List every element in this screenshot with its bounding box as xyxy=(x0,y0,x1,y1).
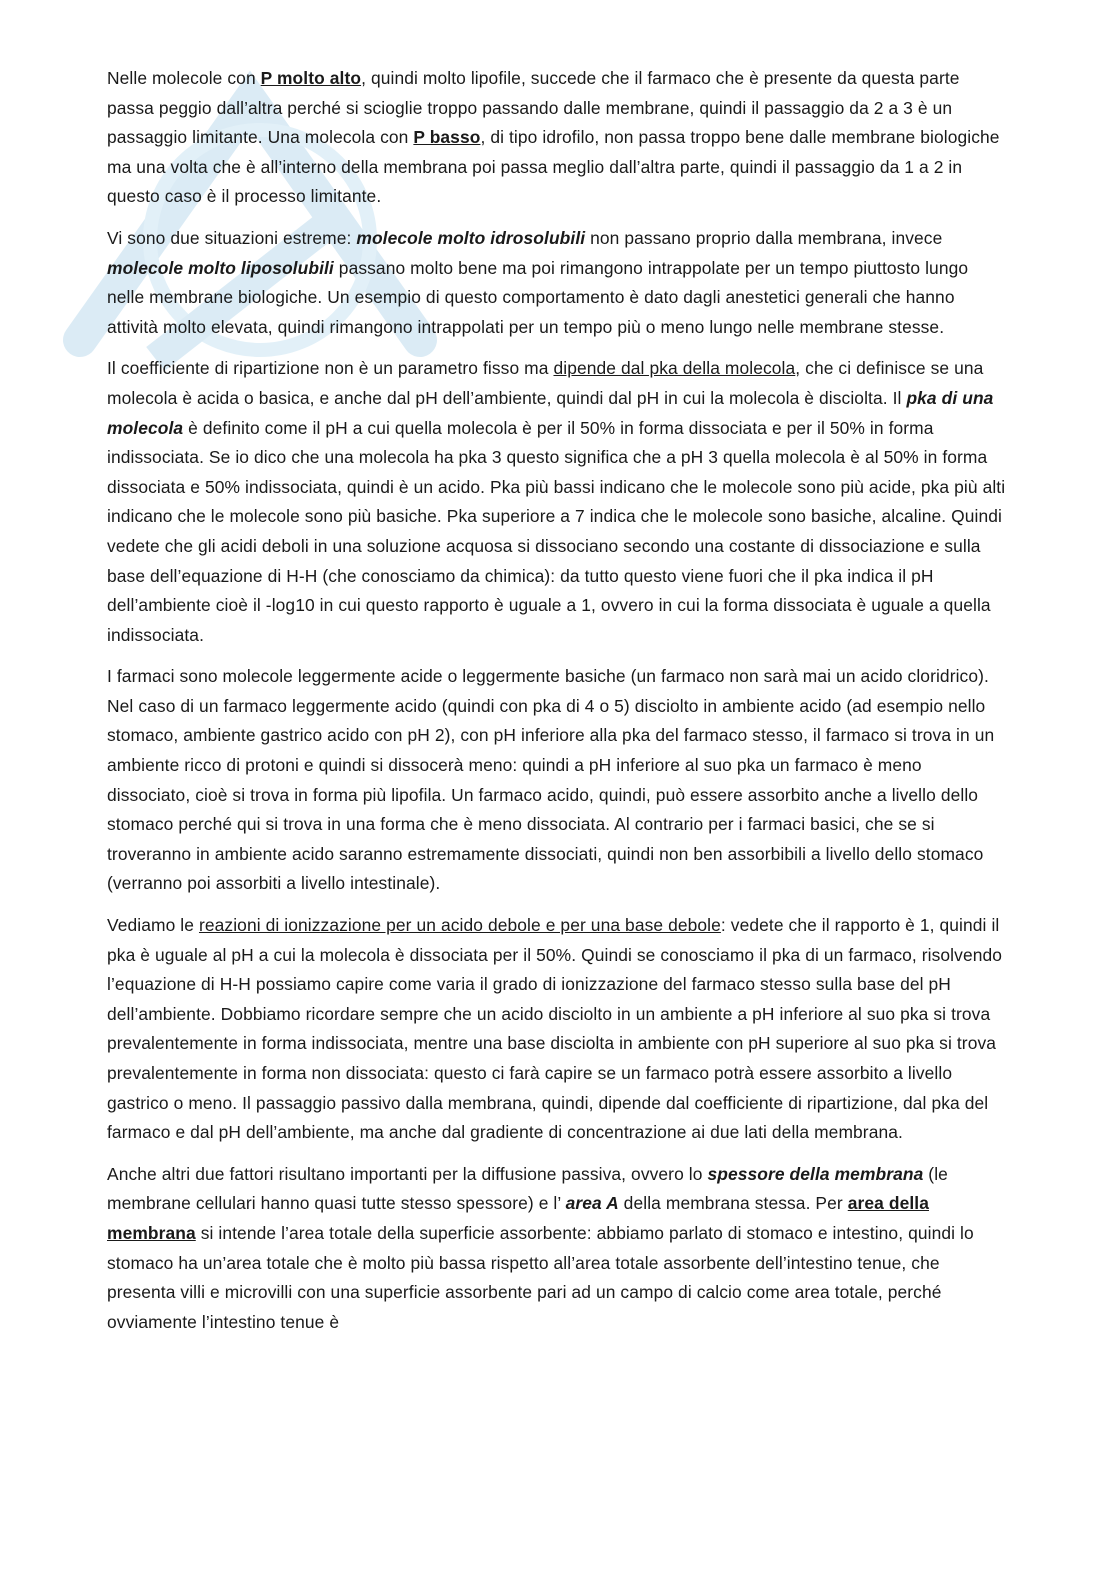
term-pka-molecola: pka di una molecola xyxy=(107,387,994,438)
text: , che ci definisce se una molecola è acida o basica, e anche dal pH dell’ambiente, quindi dal pH in cui la molecola è disciolta. Il xyxy=(107,358,984,408)
text: , di tipo idrofilo, non passa troppo bene dalle membrane biologiche ma una volta che è all’interno della membrana poi passa meglio dall’altra parte, quindi il passaggio da 1 a 2 in questo caso è il processo limitante. xyxy=(107,127,1000,207)
text: si intende l’area totale della superficie assorbente: abbiamo parlato di stomaco e intestino, quindi lo stomaco ha un’area totale che è molto più bassa rispetto all’area totale assorbente dell’intestino tenue, che presenta villi e microvilli con una superficie assorbente pari ad un campo di calcio come area totale, perché ovviamente l’intestino tenue è xyxy=(107,1222,974,1332)
term-idrosolubili: molecole molto idrosolubili xyxy=(356,227,586,248)
term-liposolubili: molecole molto liposolubili xyxy=(107,257,334,278)
term-spessore-membrana: spessore della membrana xyxy=(707,1163,924,1184)
paragraph-3 xyxy=(107,354,1007,650)
term-area-a: area A xyxy=(565,1193,619,1214)
document-page xyxy=(107,64,1007,1349)
paragraph-4 xyxy=(107,662,1007,899)
text: , quindi molto lipofile, succede che il farmaco che è presente da questa parte passa peggio dall’altra perché si scioglie troppo passando dalle membrane, quindi il passaggio da 2 a 3 è un passaggio limitante. Una molecola con xyxy=(107,68,960,148)
term-p-molto-alto: P molto alto xyxy=(260,68,362,88)
text: della membrana stessa. Per xyxy=(618,1193,848,1214)
paragraph-2 xyxy=(107,224,1007,342)
term-area-membrana: area della membrana xyxy=(107,1193,929,1243)
text: è definito come il pH a cui quella molecola è per il 50% in forma dissociata e per il 50% in forma indissociata. Se io dico che una molecola ha pka 3 questo significa che a pH 3 quella molecola è al 50% in forma dissociata e 50% indissociata, quindi è un acido. Pka più bassi indicano che le molecole sono più acide, pka più alti indicano che le molecole sono più basiche. Pka superiore a 7 indica che le molecole sono basiche, alcaline. Quindi vedete che gli acidi deboli in una soluzione acquosa si dissociano secondo una costante di dissociazione e sulla base dell’equazione di H-H (che conosciamo da chimica): da tutto questo viene fuori che il pka indica il pH dell’ambiente cioè il -log10 in cui questo rapporto è uguale a 1, ovvero in cui la forma dissociata è uguale a quella indissociata. xyxy=(107,417,1006,645)
text: non passano proprio dalla membrana, invece xyxy=(585,227,943,248)
text: : vedete che il rapporto è 1, quindi il pka è uguale al pH a cui la molecola è dissociata per il 50%. Quindi se conosciamo il pka di un farmaco, risolvendo l’equazione di H-H possiamo capire come varia il grado di ionizzazione del farmaco stesso sulla base del pH dell’ambiente. Dobbiamo ricordare sempre che un acido disciolto in un ambiente a pH inferiore al suo pka si trova prevalentemente in forma indissociata, mentre una base disciolta in ambiente con pH superiore al suo pka si trova prevalentemente in forma non dissociata: questo ci farà capire se un farmaco potrà essere assorbito a livello gastrico o meno. Il passaggio passivo dalla membrana, quindi, dipende dal coefficiente di ripartizione, dal pka del farmaco e dal pH dell’ambiente, ma anche dal gradiente di concentrazione ai due lati della membrana. xyxy=(107,915,1003,1143)
text: Anche altri due fattori risultano importanti per la diffusione passiva, ovvero lo xyxy=(107,1163,708,1184)
text: Il coefficiente di ripartizione non è un parametro fisso ma xyxy=(107,358,554,379)
text: I farmaci sono molecole leggermente acide o leggermente basiche (un farmaco non sarà mai un acido cloridrico). Nel caso di un farmaco leggermente acido (quindi con pka di 4 o 5) disciolto in ambiente acido (ad esempio nello stomaco, ambiente gastrico acido con pH 2), con pH inferiore alla pka del farmaco stesso, il farmaco si trova in un ambiente ricco di protoni e quindi si dissocerà meno: quindi a pH inferiore al suo pka un farmaco è meno dissociato, cioè si trova in forma più lipofila. Un farmaco acido, quindi, può essere assorbito anche a livello dello stomaco perché qui si trova in una forma che è meno dissociata. Al contrario per i farmaci basici, che se si troveranno in ambiente acido saranno estremamente dissociati, quindi non ben assorbibili a livello dello stomaco (verranno poi assorbiti a livello intestinale). xyxy=(107,666,995,894)
paragraph-6 xyxy=(107,1160,1007,1338)
text: Vi sono due situazioni estreme: xyxy=(107,227,357,248)
term-p-basso: P basso xyxy=(413,127,481,148)
text: Vediamo le xyxy=(107,915,199,936)
paragraph-1 xyxy=(107,64,1007,212)
text: (le membrane cellulari hanno quasi tutte stesso spessore) e l’ xyxy=(107,1163,948,1214)
text: passano molto bene ma poi rimangono intrappolate per un tempo piuttosto lungo nelle membrane biologiche. Un esempio di questo comportamento è dato dagli anestetici generali che hanno attività molto elevata, quindi rimangono intrappolati per un tempo più o meno lungo nelle membrane stesse. xyxy=(107,257,969,337)
text: Nelle molecole con xyxy=(107,68,261,88)
term-dipende-pka: dipende dal pka della molecola xyxy=(553,358,796,379)
paragraph-5 xyxy=(107,911,1007,1148)
term-reazioni-ionizzazione: reazioni di ionizzazione per un acido debole e per una base debole xyxy=(198,915,721,936)
